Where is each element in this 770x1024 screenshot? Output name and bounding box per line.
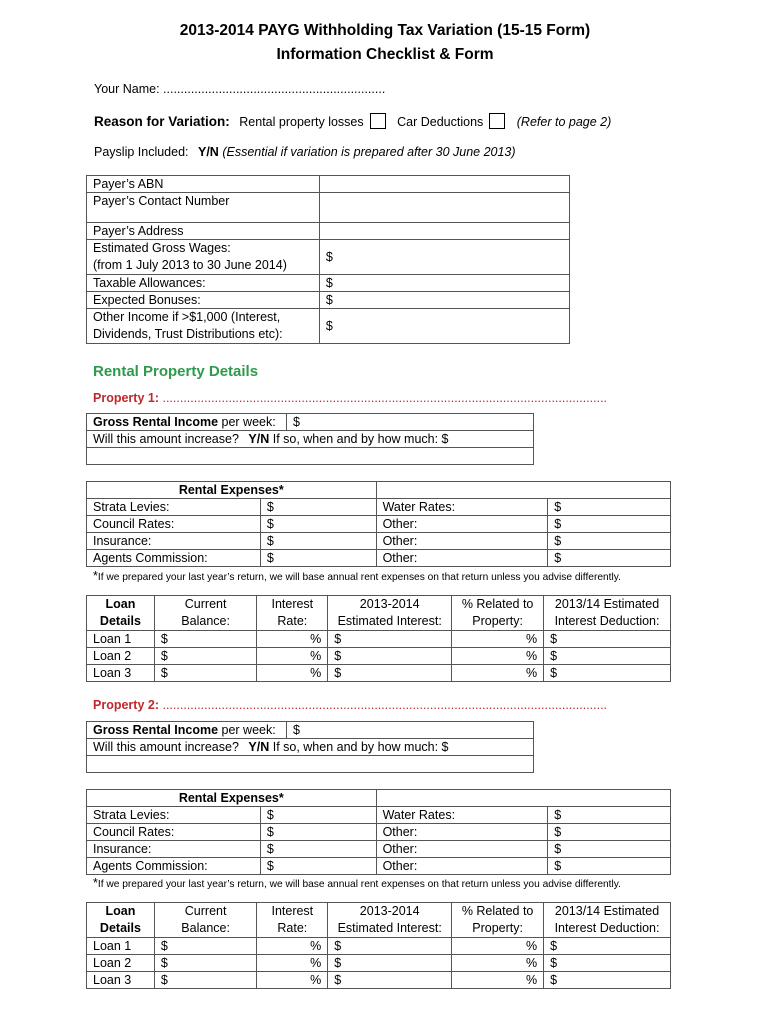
your-name-field[interactable]: ................................................................ [163, 82, 386, 96]
p2-agents-label: Agents Commission: [87, 858, 261, 875]
p1-loan-h5a: % Related to [461, 597, 534, 611]
p2-gross-label [87, 722, 287, 739]
p2-loan-h3b: Rate: [277, 921, 308, 935]
p2-loan3-deduction[interactable]: $ [544, 972, 671, 989]
p2-loan-h5a: % Related to [461, 904, 534, 918]
property2-label: Property 2: [93, 698, 159, 712]
p1-loan-h3a: Interest [271, 597, 314, 611]
allowances-value[interactable]: $ [319, 275, 569, 292]
bonuses-value[interactable]: $ [319, 292, 569, 309]
p2-expenses-note [93, 876, 621, 890]
p1-loan-h6b: Interest Deduction: [554, 614, 660, 628]
p1-expenses-table [86, 481, 671, 567]
p2-loan3-balance[interactable]: $ [154, 972, 257, 989]
p2-insurance-label: Insurance: [87, 841, 261, 858]
p1-loan-h4b: Estimated Interest: [337, 614, 442, 628]
p1-expenses-header: Rental Expenses* [87, 482, 377, 499]
p1-loan1-rate[interactable]: % [257, 631, 328, 648]
p1-strata-value[interactable]: $ [260, 499, 376, 516]
p1-loans-table [86, 595, 671, 682]
car-deductions-checkbox[interactable] [489, 113, 505, 129]
p1-note-text: If we prepared your last year’s return, we will base annual rent expenses on that return unless you advise differently. [97, 572, 621, 583]
p2-loan2-rate[interactable]: % [257, 955, 328, 972]
p2-loan-h6 [544, 903, 671, 938]
other-income-label [87, 309, 320, 344]
car-deductions-label: Car Deductions [397, 115, 484, 129]
p1-insurance-value[interactable]: $ [260, 533, 376, 550]
p2-other3-value[interactable]: $ [548, 858, 671, 875]
gross-wages-value[interactable]: $ [319, 240, 569, 275]
p1-agents-label: Agents Commission: [87, 550, 261, 567]
gross-wages-label-2: (from 1 July 2013 to 30 June 2014) [93, 258, 287, 272]
p1-loan2-related[interactable]: % [452, 648, 544, 665]
property2-field[interactable]: ................................................................................................................................ [162, 698, 608, 712]
p2-increase-blank[interactable] [87, 756, 534, 773]
payslip-yn[interactable]: Y/N [198, 145, 219, 159]
p2-loan1-interest[interactable]: $ [328, 938, 452, 955]
reason-label: Reason for Variation: [94, 114, 230, 129]
p2-note-text: If we prepared your last year’s return, we will base annual rent expenses on that return unless you advise differently. [97, 879, 621, 890]
p1-loan-h2b: Balance: [181, 614, 230, 628]
p1-other3-value[interactable]: $ [548, 550, 671, 567]
p2-loan-h5 [452, 903, 544, 938]
p1-loan1-interest[interactable]: $ [328, 631, 452, 648]
p2-loan-h6a: 2013/14 Estimated [554, 904, 660, 918]
p2-gross-table [86, 721, 534, 773]
p2-loans-table [86, 902, 671, 989]
p2-other2-value[interactable]: $ [548, 841, 671, 858]
p2-increase-row [87, 739, 534, 756]
reason-row [94, 113, 611, 129]
gross-wages-label [87, 240, 320, 275]
p2-other3-label: Other: [376, 858, 548, 875]
p1-expenses-header-blank [376, 482, 670, 499]
p2-loan-h2a: Current [184, 904, 227, 918]
form-title-line2: Information Checklist & Form [276, 46, 494, 63]
p1-loan-h2a: Current [184, 597, 227, 611]
p2-loan-h4b: Estimated Interest: [337, 921, 442, 935]
p2-loan-h4a: 2013-2014 [359, 904, 420, 918]
form-title-line1: 2013-2014 PAYG Withholding Tax Variation (15-15 Form) [179, 22, 591, 39]
p1-other1-value[interactable]: $ [548, 516, 671, 533]
other-income-value[interactable]: $ [319, 309, 569, 344]
p1-loan-h1 [87, 596, 155, 631]
rental-property-heading: Rental Property Details [93, 363, 259, 380]
p1-loan-h5 [452, 596, 544, 631]
p1-loan-h6a: 2013/14 Estimated [554, 597, 660, 611]
p2-insurance-value[interactable]: $ [260, 841, 376, 858]
p2-strata-value[interactable]: $ [260, 807, 376, 824]
payslip-label: Payslip Included: [94, 145, 189, 159]
payer-contact-value[interactable] [319, 193, 569, 223]
p1-other2-label: Other: [376, 533, 548, 550]
p1-loan2-deduction[interactable]: $ [544, 648, 671, 665]
p1-increase-question: Will this amount increase? [93, 432, 239, 446]
other-income-label-1: Other Income if >$1,000 (Interest, [93, 310, 281, 324]
p2-loan-h3a: Interest [271, 904, 314, 918]
p2-loan1-balance[interactable]: $ [154, 938, 257, 955]
p1-loan-h4a: 2013-2014 [359, 597, 420, 611]
property1-row [93, 391, 653, 405]
p2-water-label: Water Rates: [376, 807, 548, 824]
p1-agents-value[interactable]: $ [260, 550, 376, 567]
p1-loan-h1a: Loan [105, 597, 136, 611]
p1-strata-label: Strata Levies: [87, 499, 261, 516]
p2-other1-value[interactable]: $ [548, 824, 671, 841]
p1-gross-table [86, 413, 534, 465]
payer-abn-label: Payer’s ABN [87, 176, 320, 193]
p1-other1-label: Other: [376, 516, 548, 533]
p2-loan2-label: Loan 2 [87, 955, 155, 972]
p2-water-value[interactable]: $ [548, 807, 671, 824]
p2-gross-label-bold: Gross Rental Income [93, 723, 219, 737]
p1-note-asterisk: * [93, 569, 98, 583]
p1-loan2-rate[interactable]: % [257, 648, 328, 665]
p2-strata-label: Strata Levies: [87, 807, 261, 824]
p1-loan2-interest[interactable]: $ [328, 648, 452, 665]
your-name-label: Your Name: [94, 82, 160, 96]
payer-contact-label: Payer’s Contact Number [87, 193, 320, 214]
p1-water-value[interactable]: $ [548, 499, 671, 516]
payer-abn-value[interactable] [319, 176, 569, 193]
p1-loan-h3 [257, 596, 328, 631]
p1-expenses-note [93, 569, 621, 583]
p2-council-value[interactable]: $ [260, 824, 376, 841]
p2-expenses-table [86, 789, 671, 875]
payslip-note: (Essential if variation is prepared after 30 June 2013) [222, 145, 516, 159]
p1-loan1-related[interactable]: % [452, 631, 544, 648]
p1-increase-yn[interactable]: Y/N [248, 432, 270, 446]
p2-loan-h4 [328, 903, 452, 938]
payslip-row [94, 145, 516, 159]
p2-other2-label: Other: [376, 841, 548, 858]
p1-loan3-interest[interactable]: $ [328, 665, 452, 682]
gross-wages-label-1: Estimated Gross Wages: [93, 241, 231, 255]
property1-label: Property 1: [93, 391, 159, 405]
p1-loan3-deduction[interactable]: $ [544, 665, 671, 682]
p2-loan-h1b: Details [99, 921, 141, 935]
p2-increase-amount: If so, when and by how much: $ [272, 740, 449, 754]
payer-address-value[interactable] [319, 223, 569, 240]
p2-loan1-label: Loan 1 [87, 938, 155, 955]
payer-address-label: Payer’s Address [87, 223, 320, 240]
property1-field[interactable]: ................................................................................................................................ [162, 391, 608, 405]
p2-loan3-label: Loan 3 [87, 972, 155, 989]
p2-council-label: Council Rates: [87, 824, 261, 841]
p2-increase-question: Will this amount increase? [93, 740, 239, 754]
p2-loan2-balance[interactable]: $ [154, 955, 257, 972]
payer-contact-spacer [87, 213, 320, 223]
p2-expenses-header-blank [376, 790, 670, 807]
allowances-label: Taxable Allowances: [87, 275, 320, 292]
rental-losses-checkbox[interactable] [370, 113, 386, 129]
p2-loan-h2b: Balance: [181, 921, 230, 935]
payer-table [86, 175, 570, 344]
p2-loan-h6b: Interest Deduction: [554, 921, 660, 935]
refer-page-note: (Refer to page 2) [516, 115, 612, 129]
p1-gross-label-bold: Gross Rental Income [93, 415, 219, 429]
p1-loan3-related[interactable]: % [452, 665, 544, 682]
p1-gross-value[interactable]: $ [287, 414, 437, 431]
p1-loan-h2 [154, 596, 257, 631]
property2-row [93, 698, 649, 712]
p2-loan2-related[interactable]: % [452, 955, 544, 972]
p1-increase-blank[interactable] [87, 448, 534, 465]
p2-other1-label: Other: [376, 824, 548, 841]
p1-loan3-label: Loan 3 [87, 665, 155, 682]
p1-council-value[interactable]: $ [260, 516, 376, 533]
p1-loan-h1b: Details [99, 614, 141, 628]
p2-loan1-rate[interactable]: % [257, 938, 328, 955]
p1-loan-h3b: Rate: [277, 614, 308, 628]
p1-loan-h5b: Property: [472, 614, 523, 628]
p2-loan-h1a: Loan [105, 904, 136, 918]
p1-increase-row [87, 431, 534, 448]
p2-loan1-related[interactable]: % [452, 938, 544, 955]
p1-other3-label: Other: [376, 550, 548, 567]
p1-loan-h6 [544, 596, 671, 631]
p1-other2-value[interactable]: $ [548, 533, 671, 550]
p1-loan1-label: Loan 1 [87, 631, 155, 648]
p2-gross-pad [437, 722, 534, 739]
p2-loan3-interest[interactable]: $ [328, 972, 452, 989]
p2-loan-h2 [154, 903, 257, 938]
p2-gross-label-rest: per week: [218, 723, 276, 737]
p1-loan-h4 [328, 596, 452, 631]
p2-loan-h5b: Property: [472, 921, 523, 935]
bonuses-label: Expected Bonuses: [87, 292, 320, 309]
p2-note-asterisk: * [93, 876, 98, 890]
p1-loan1-deduction[interactable]: $ [544, 631, 671, 648]
p2-gross-value[interactable]: $ [287, 722, 437, 739]
p2-expenses-header: Rental Expenses* [87, 790, 377, 807]
your-name-row [94, 82, 385, 96]
p1-loan3-rate[interactable]: % [257, 665, 328, 682]
rental-losses-label: Rental property losses [239, 115, 364, 129]
p1-loan2-balance[interactable]: $ [154, 648, 257, 665]
other-income-label-2: Dividends, Trust Distributions etc): [93, 327, 283, 341]
p1-council-label: Council Rates: [87, 516, 261, 533]
p2-loan-h3 [257, 903, 328, 938]
p2-agents-value[interactable]: $ [260, 858, 376, 875]
p2-increase-yn[interactable]: Y/N [248, 740, 270, 754]
p1-gross-label-rest: per week: [218, 415, 276, 429]
p1-water-label: Water Rates: [376, 499, 548, 516]
p2-loan1-deduction[interactable]: $ [544, 938, 671, 955]
p2-loan2-deduction[interactable]: $ [544, 955, 671, 972]
p2-loan-h1 [87, 903, 155, 938]
p1-increase-amount: If so, when and by how much: $ [272, 432, 449, 446]
p1-loan2-label: Loan 2 [87, 648, 155, 665]
p2-loan3-rate[interactable]: % [257, 972, 328, 989]
p2-loan2-interest[interactable]: $ [328, 955, 452, 972]
p1-loan3-balance[interactable]: $ [154, 665, 257, 682]
p1-gross-pad [437, 414, 534, 431]
p2-loan3-related[interactable]: % [452, 972, 544, 989]
p1-insurance-label: Insurance: [87, 533, 261, 550]
p1-loan1-balance[interactable]: $ [154, 631, 257, 648]
p1-gross-label [87, 414, 287, 431]
